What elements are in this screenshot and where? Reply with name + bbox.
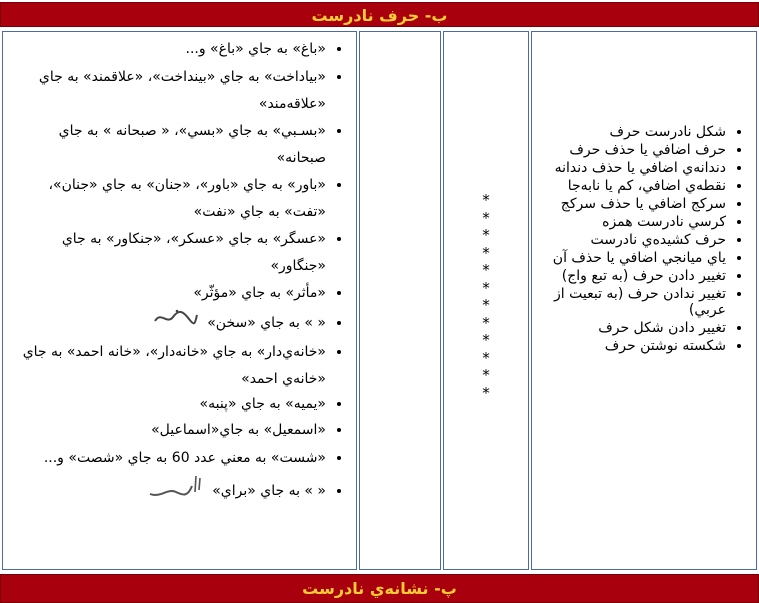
example-item: • «باغ» به جاي «باغ» و... bbox=[7, 38, 326, 60]
star-mark: * bbox=[482, 348, 490, 367]
star-mark: * bbox=[482, 208, 490, 227]
example-item: • «باور» به جاي «باور»، «جنان» به جاي «جنان»، «تفت» به جاي «نفت» bbox=[7, 172, 326, 226]
star-mark: * bbox=[482, 243, 490, 262]
error-types-column bbox=[531, 31, 757, 570]
star-mark: * bbox=[482, 296, 490, 314]
example-item-handwritten-baraye bbox=[7, 472, 326, 510]
example-text: « » به جاي «سخن» bbox=[207, 315, 326, 331]
example-item: • «بياداخت» به جاي «بينداخت»، «علاقمند» به جاي «علاقه‌مند» bbox=[7, 64, 326, 118]
error-type-item: • حرف كشيده‌ي نادرست bbox=[536, 232, 726, 248]
example-item-handwritten-sokhan bbox=[7, 307, 326, 339]
example-item: • «عسگر» به جاي «عسكر»، «جنكاور» به جاي «جنگاور» bbox=[7, 226, 326, 280]
star-mark: * bbox=[482, 261, 490, 279]
marks-column bbox=[443, 31, 529, 570]
section-header-wrong-mark: پ- نشانه‌ي نادرست bbox=[0, 574, 759, 603]
error-type-item: • تغيير دادن شكل حرف bbox=[536, 320, 726, 336]
example-item: • «اسمعيل» به جاي«اسماعيل» bbox=[7, 419, 326, 441]
example-item: • «يميه» به جاي «پنبه» bbox=[7, 393, 326, 415]
section-header-wrong-letter: ب- حرف نادرست bbox=[0, 2, 759, 27]
handwriting-sokhan-image bbox=[153, 307, 199, 339]
example-item: • «شست» به معني عدد 60 به جاي «شصت» و... bbox=[7, 445, 326, 472]
error-type-item: • كرسي نادرست همزه bbox=[536, 214, 726, 230]
error-type-item: • تغيير ندادن حرف (به تبعيت از عربي) bbox=[536, 286, 726, 318]
examples-list bbox=[3, 38, 356, 510]
star-mark: * bbox=[482, 331, 490, 349]
star-mark: * bbox=[482, 278, 490, 297]
star-mark: * bbox=[482, 383, 490, 402]
error-type-item: • ياي ميانجي اضافي يا حذف آن bbox=[536, 250, 726, 266]
handwriting-baraye-image bbox=[148, 472, 204, 510]
examples-column bbox=[2, 31, 357, 570]
example-item: • «مأثر» به جاي «مؤثّر» bbox=[7, 280, 326, 307]
errors-table bbox=[0, 29, 759, 572]
error-type-item: • تغيير دادن حرف (به تبع واج) bbox=[536, 268, 726, 284]
example-text: « » به جاي «براي» bbox=[212, 483, 326, 499]
example-item: • «خانه‌ي‌دار» به جاي «خانه‌دار»، «خانه احمد» به جاي «خانه‌ي احمد» bbox=[7, 339, 326, 393]
example-item: • «بسـبي» به جاي «بسي»، « صبحانه » به جاي صبحانه» bbox=[7, 118, 326, 172]
star-mark: * bbox=[482, 313, 490, 332]
star-mark: * bbox=[482, 191, 490, 209]
error-type-item: • نقطه‌ي اضافي، كم يا نابه‌جا bbox=[536, 178, 726, 194]
star-mark: * bbox=[482, 226, 490, 244]
error-types-list bbox=[532, 124, 756, 354]
error-type-item: • سركج اضافي يا حذف سركج bbox=[536, 196, 726, 212]
error-type-item: • شكسته نوشتن حرف bbox=[536, 338, 726, 354]
star-marks bbox=[444, 192, 528, 402]
error-type-item: • شكل نادرست حرف bbox=[536, 124, 726, 140]
error-type-item: • دندانه‌ي اضافي يا حذف دندانه bbox=[536, 160, 726, 176]
star-mark: * bbox=[482, 366, 490, 384]
empty-column bbox=[359, 31, 441, 570]
error-type-item: • حرف اضافي يا حذف حرف bbox=[536, 142, 726, 158]
